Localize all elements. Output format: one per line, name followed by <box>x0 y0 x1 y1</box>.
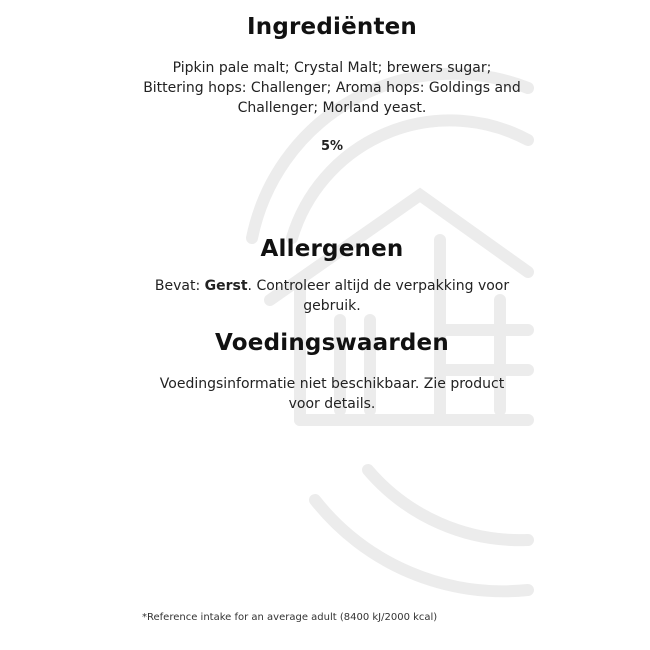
nutrition-heading: Voedingswaarden <box>215 330 449 356</box>
allergens-suffix: . Controleer altijd de verpakking voor gebruik. <box>247 278 510 314</box>
reference-intake-footnote: *Reference intake for an average adult (8400 kJ/2000 kcal) <box>142 612 438 623</box>
nutrition-text: Voedingsinformatie niet beschikbaar. Zie product voor details. <box>159 376 505 412</box>
allergens-prefix: Bevat: <box>154 278 205 294</box>
ingredients-text: Pipkin pale malt; Crystal Malt; brewers sugar; Bittering hops: Challenger; Aroma hops: Goldings and Challenger; Morland yeast. <box>143 60 521 116</box>
abv-value: 5% <box>320 139 344 154</box>
ingredients-heading: Ingrediënten <box>246 14 418 40</box>
allergen-name: Gerst <box>204 278 248 294</box>
allergens-text <box>143 276 521 316</box>
allergens-heading: Allergenen <box>260 236 404 262</box>
